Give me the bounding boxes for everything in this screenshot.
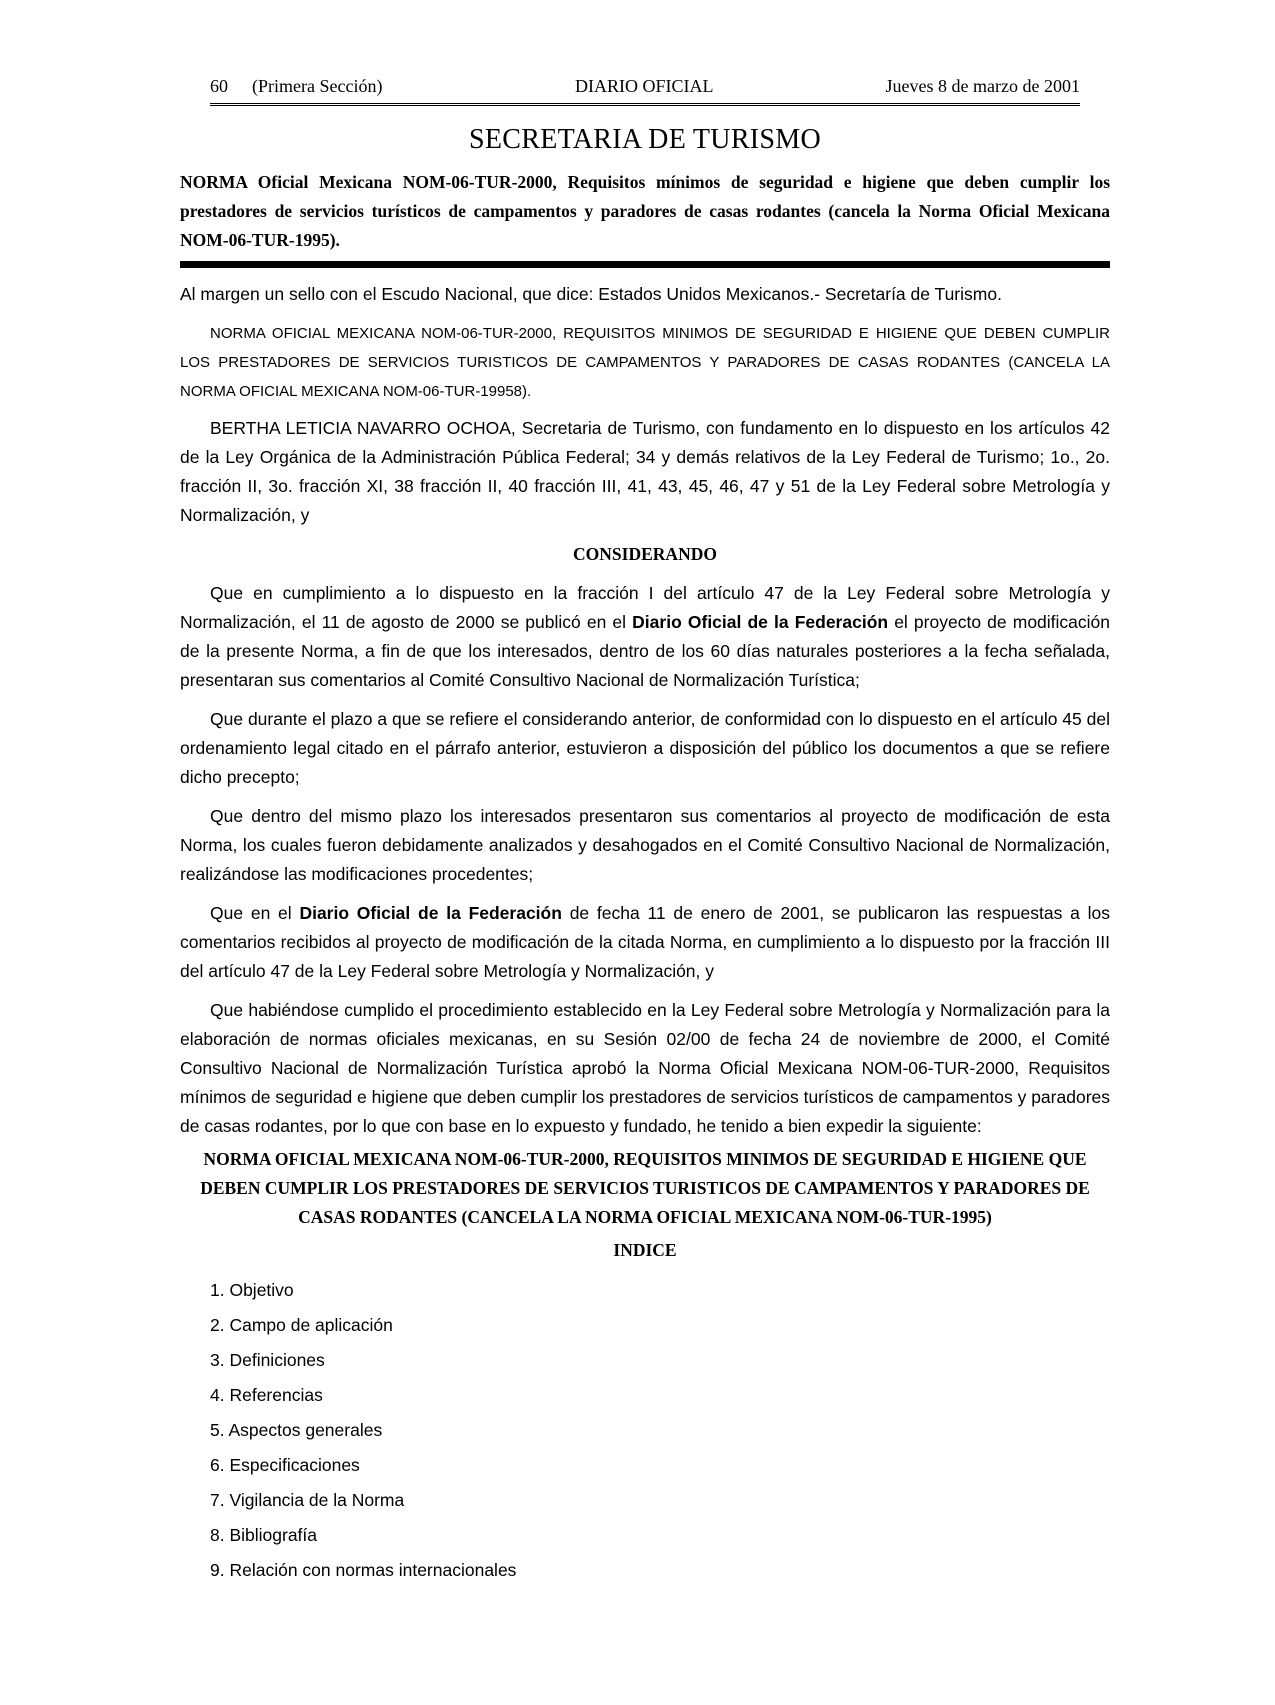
considerando-paragraph-5: Que habiéndose cumplido el procedimiento establecido en la Ley Federal sobre Metrología y Normalización para la elaboración de normas oficiales mexicanas, en su Sesión 02/00 de fecha 24 de noviembre de 2000, el Comité Consultivo Nacional de Normalización Turística aprobó la Norma Oficial Mexicana NOM-06-TUR-2000, Requisitos mínimos de seguridad e higiene que deben cumplir los prestadores de servicios turísticos de campamentos y paradores de casas rodantes, por lo que con base en lo expuesto y fundado, he tenido a bien expedir la siguiente:	[180, 1000, 1110, 1136]
page-number: 60	[210, 76, 228, 96]
index-item: 3. Definiciones	[210, 1350, 325, 1370]
index-item: 6. Especificaciones	[210, 1455, 360, 1475]
index-list	[210, 1273, 1110, 1588]
index-heading: INDICE	[613, 1240, 677, 1260]
considerando-paragraph-4	[180, 899, 1110, 986]
department-title: SECRETARIA DE TURISMO	[468, 124, 822, 155]
section-label: (Primera Sección)	[252, 76, 383, 96]
index-item: 1. Objetivo	[210, 1280, 294, 1300]
index-item: 2. Campo de aplicación	[210, 1315, 393, 1335]
considerando-paragraph-2: Que durante el plazo a que se refiere el considerando anterior, de conformidad con lo dispuesto en el artículo 45 del ordenamiento legal citado en el párrafo anterior, estuvieron a disposición del público los documentos a que se refiere dicho precepto;	[180, 709, 1110, 787]
intro-paragraph: BERTHA LETICIA NAVARRO OCHOA, Secretaria de Turismo, con fundamento en lo dispuesto en los artículos 42 de la Ley Orgánica de la Administración Pública Federal; 34 y demás relativos de la Ley Federal de Turismo; 1o., 2o. fracción II, 3o. fracción XI, 38 fracción II, 40 fracción III, 41, 43, 45, 46, 47 y 51 de la Ley Federal sobre Metrología y Normalización, y	[180, 418, 1110, 525]
text-run: Que en cumplimiento a lo dispuesto en la fracción I del artículo 47 de la Ley Federal sobre Metrología y Normalización, el 11 de agosto de 2000 se publicó en el	[180, 583, 1110, 632]
considerando-paragraph-3: Que dentro del mismo plazo los interesados presentaron sus comentarios al proyecto de modificación de esta Norma, los cuales fueron debidamente analizados y desahogados en el Comité Consultivo Nacional de Normalización, realizándose las modificaciones procedentes;	[180, 806, 1110, 884]
norm-title: NORMA Oficial Mexicana NOM-06-TUR-2000, Requisitos mínimos de seguridad e higiene que deben cumplir los prestadores de servicios turísticos de campamentos y paradores de casas rodantes (cancela la Norma Oficial Mexicana NOM-06-TUR-1995).	[180, 172, 1110, 250]
page-header	[210, 76, 1080, 106]
index-item: 5. Aspectos generales	[210, 1420, 383, 1440]
index-item: 9. Relación con normas internacionales	[210, 1560, 517, 1580]
norm-caps-title: NORMA OFICIAL MEXICANA NOM-06-TUR-2000, REQUISITOS MINIMOS DE SEGURIDAD E HIGIENE QUE DEBEN CUMPLIR LOS PRESTADORES DE SERVICIOS TURISTICOS DE CAMPAMENTOS Y PARADORES DE CASAS RODANTES (CANCELA LA NORMA OFICIAL MEXICANA NOM-06-TUR-1995)	[200, 1149, 1090, 1227]
bold-reference: Diario Oficial de la Federación	[299, 903, 562, 923]
document-body	[180, 124, 1110, 1588]
publication-name: DIARIO OFICIAL	[575, 76, 714, 96]
publication-date: Jueves 8 de marzo de 2001	[885, 76, 1080, 96]
seal-line: Al margen un sello con el Escudo Nacional, que dice: Estados Unidos Mexicanos.- Secretaría de Turismo.	[180, 284, 1002, 304]
text-run: de fecha 11 de enero de 2001, se publicaron las respuestas a los comentarios recibidos al proyecto de modificación de la citada Norma, en cumplimiento a lo dispuesto por la fracción III del artículo 47 de la Ley Federal sobre Metrología y Normalización, y	[180, 903, 1110, 981]
title-rule	[180, 261, 1110, 268]
text-run: el proyecto de modificación de la presente Norma, a fin de que los interesados, dentro de los 60 días naturales posteriores a la fecha señalada, presentaran sus comentarios al Comité Consultivo Nacional de Normalización Turística;	[180, 612, 1111, 690]
header-rule	[210, 103, 1080, 106]
index-item: 8. Bibliografía	[210, 1525, 318, 1545]
considerando-heading: CONSIDERANDO	[573, 544, 717, 564]
bold-reference: Diario Oficial de la Federación	[632, 612, 889, 632]
caps-paragraph: NORMA OFICIAL MEXICANA NOM-06-TUR-2000, REQUISITOS MINIMOS DE SEGURIDAD E HIGIENE QUE DEBEN CUMPLIR LOS PRESTADORES DE SERVICIOS TURISTICOS DE CAMPAMENTOS Y PARADORES DE CASAS RODANTES (CANCELA LA NORMA OFICIAL MEXICANA NOM-06-TUR-19958).	[180, 325, 1110, 400]
index-item: 4. Referencias	[210, 1385, 323, 1405]
text-run: Que en el	[210, 903, 300, 923]
index-item: 7. Vigilancia de la Norma	[210, 1490, 405, 1510]
considerando-paragraph-1	[180, 579, 1110, 695]
